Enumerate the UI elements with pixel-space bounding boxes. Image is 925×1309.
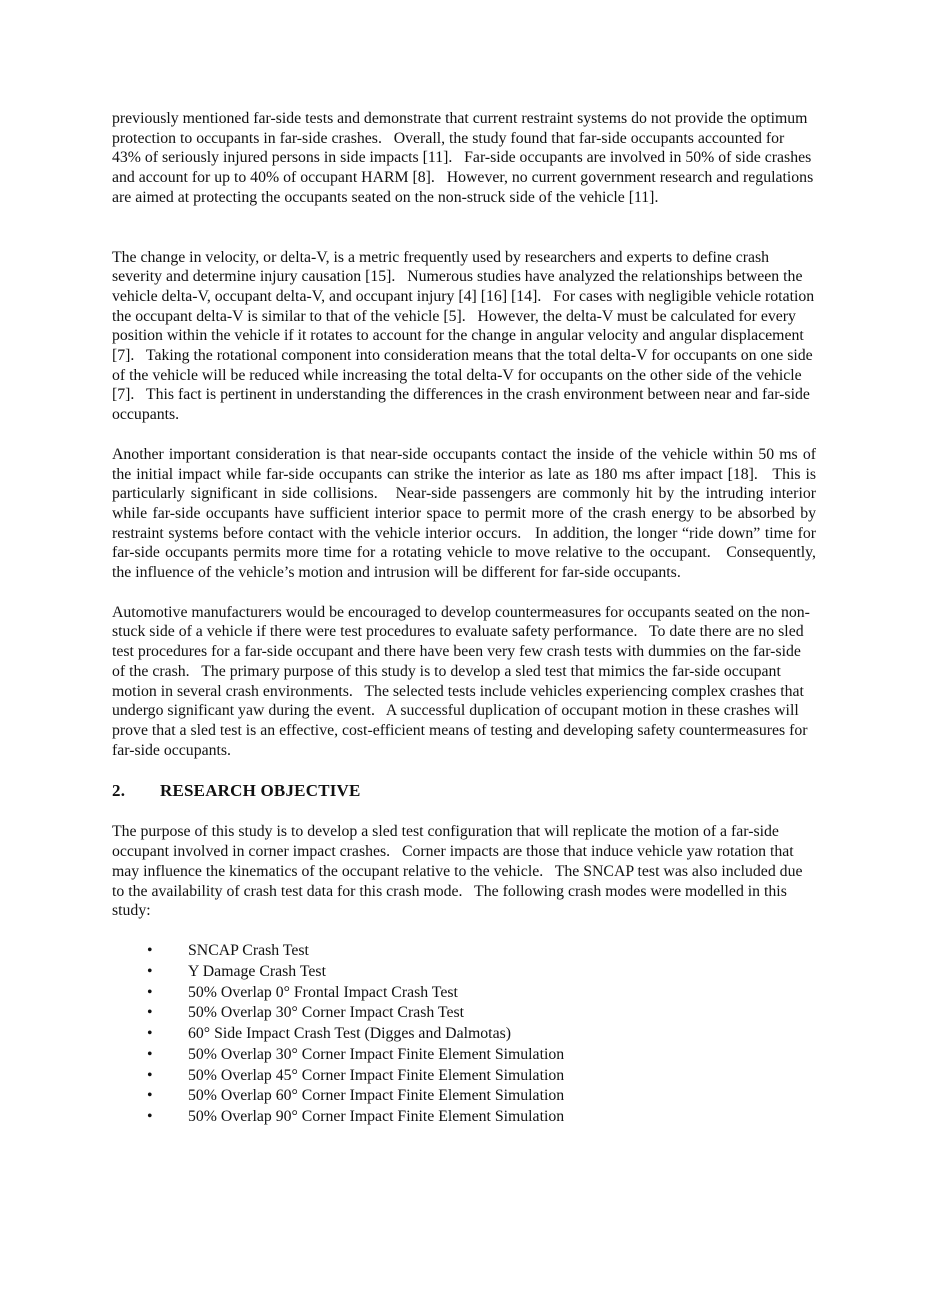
list-item <box>112 941 816 962</box>
bullet-icon: • <box>147 983 153 1001</box>
list-item <box>112 1045 816 1066</box>
bullet-icon: • <box>147 941 153 959</box>
list-item <box>112 1024 816 1045</box>
list-item <box>112 1107 816 1128</box>
list-item-label: Y Damage Crash Test <box>188 962 326 980</box>
bullet-icon: • <box>147 1087 153 1105</box>
bullet-icon: • <box>147 1066 153 1084</box>
list-item <box>112 962 816 983</box>
bullet-icon: • <box>147 1045 153 1063</box>
paragraph-intro-continuation: previously mentioned far-side tests and demonstrate that current restraint systems do not provide the optimum protection to occupants in far-side crashes. Overall, the study found that far-side occupants accounted for 43% of seriously injured persons in side impacts [11]. Far-side occupants are involved in 50% of side crashes and account for up to 40% of occupant HARM [8]. However, no current government research and regulations are aimed at protecting the occupants seated on the non-struck side of the vehicle [11]. <box>112 110 818 206</box>
paragraph-manufacturers: Automotive manufacturers would be encouraged to develop countermeasures for occupants seated on the non-stuck side of a vehicle if there were test procedures to evaluate safety performance. To date there are no sled test procedures for a far-side occupant and there have been very few crash tests with dummies on the far-side of the crash. The primary purpose of this study is to develop a sled test that mimics the far-side occupant motion in several crash environments. The selected tests include vehicles experiencing complex crashes that undergo significant yaw during the event. A successful duplication of occupant motion in these crashes will prove that a sled test is an effective, cost-efficient means of testing and developing safety countermeasures for far-side occupants. <box>112 603 812 759</box>
list-item-label: 50% Overlap 0° Frontal Impact Crash Test <box>188 983 458 1001</box>
list-item-label: 50% Overlap 90° Corner Impact Finite Element Simulation <box>188 1108 565 1126</box>
list-item-label: 50% Overlap 30° Corner Impact Finite Element Simulation <box>188 1045 565 1063</box>
list-item <box>112 1003 816 1024</box>
document-content <box>112 109 820 1128</box>
paragraph-research-objective: The purpose of this study is to develop a sled test configuration that will replicate the motion of a far-side occupant involved in corner impact crashes. Corner impacts are those that induce vehicle yaw rotation that may influence the kinematics of the occupant relative to the vehicle. The SNCAP test was also included due to the availability of crash test data for this crash mode. The following crash modes were modelled in this study: <box>112 823 807 920</box>
list-item-label: 50% Overlap 30° Corner Impact Crash Test <box>188 1004 465 1022</box>
list-item-label: SNCAP Crash Test <box>188 941 309 959</box>
section-number: 2. <box>112 781 126 801</box>
section-heading <box>112 780 816 801</box>
paragraph-delta-v: The change in velocity, or delta-V, is a metric frequently used by researchers and experts to define crash severity and determine injury causation [15]. Numerous studies have analyzed the relationships between the vehicle delta-V, occupant delta-V, and occupant injury [4] [16] [14]. For cases with negligible vehicle rotation the occupant delta-V is similar to that of the vehicle [5]. However, the delta-V must be calculated for every position within the vehicle if it rotates to account for the change in angular velocity and angular displacement [7]. Taking the rotational component into consideration means that the total delta-V for occupants on one side of the vehicle will be reduced while increasing the total delta-V for occupants on the other side of the vehicle [7]. This fact is pertinent in understanding the differences in the crash environment between near and far-side occupants. <box>112 248 819 424</box>
bullet-icon: • <box>147 962 153 980</box>
crash-modes-list <box>112 941 816 1128</box>
bullet-icon: • <box>147 1025 153 1043</box>
list-item <box>112 983 816 1004</box>
list-item-label: 50% Overlap 60° Corner Impact Finite Element Simulation <box>188 1087 565 1105</box>
list-item-label: 50% Overlap 45° Corner Impact Finite Element Simulation <box>188 1066 565 1084</box>
list-item <box>112 1066 816 1087</box>
list-item-label: 60° Side Impact Crash Test (Digges and Dalmotas) <box>188 1025 511 1043</box>
paragraph-near-far-side: Another important consideration is that near-side occupants contact the inside of the vehicle within 50 ms of the initial impact while far-side occupants can strike the interior as late as 180 ms after impact [18]. This is particularly significant in side collisions. Near-side passengers are commonly hit by the intruding interior while far-side occupants have sufficient interior space to permit more of the crash energy to be absorbed by restraint systems before contact with the vehicle interior occurs. In addition, the longer “ride down” time for far-side occupants permits more time for a rotating vehicle to move relative to the occupant. Consequently, the influence of the vehicle’s motion and intrusion will be different for far-side occupants. <box>112 445 820 582</box>
list-item <box>112 1086 816 1107</box>
section-title: RESEARCH OBJECTIVE <box>160 781 361 801</box>
bullet-icon: • <box>147 1004 153 1022</box>
bullet-icon: • <box>147 1108 153 1126</box>
